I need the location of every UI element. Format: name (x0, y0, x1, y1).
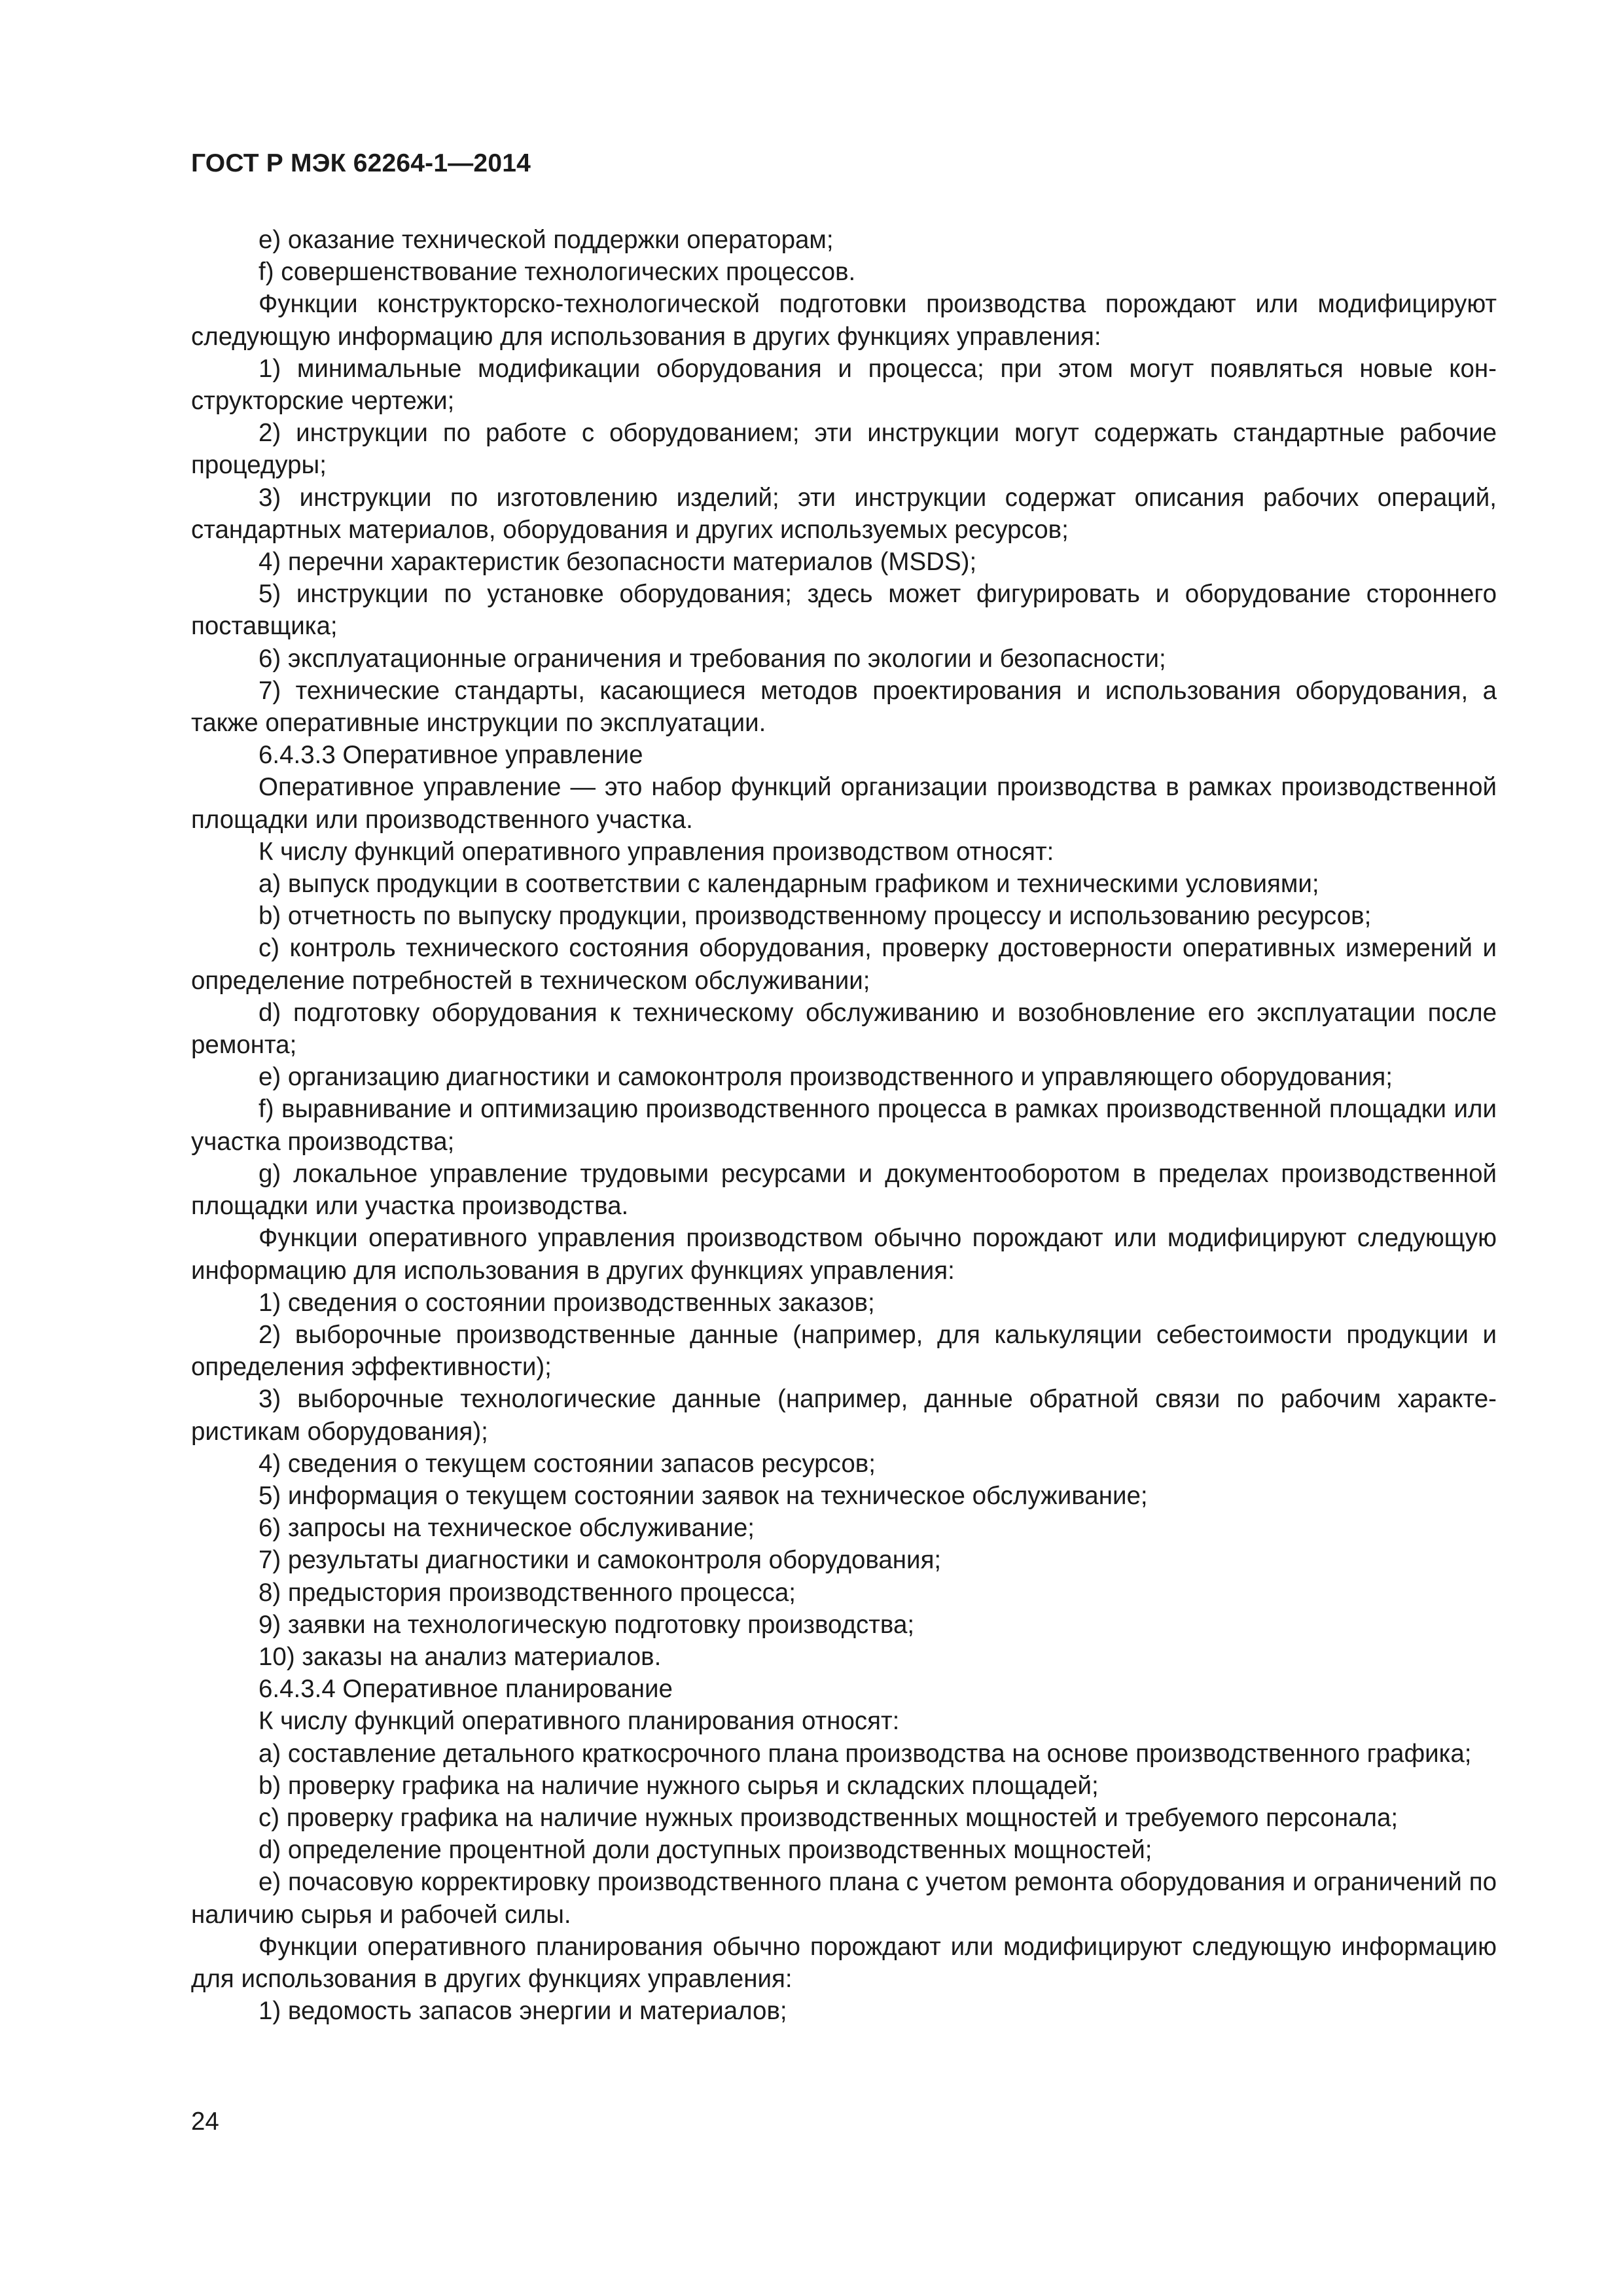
body-paragraph: c) контроль технического состояния оборудования, проверку достоверности оперативных измерений и определение потребностей в техническом обслуживании; (191, 934, 1497, 995)
body-paragraph: К числу функций оперативного управления производством относят: (259, 837, 1054, 866)
body-paragraph: 1) минимальные модификации оборудования и процесса; при этом могут появляться новые конструкторские чертежи; (191, 354, 1497, 416)
body-paragraph: 8) предыстория производственного процесса; (259, 1578, 796, 1607)
body-paragraph: 4) сведения о текущем состоянии запасов ресурсов; (259, 1449, 876, 1478)
body-paragraph: 6.4.3.3 Оперативное управление (259, 741, 643, 770)
body-paragraph: 6) запросы на техническое обслуживание; (259, 1514, 755, 1543)
body-paragraph: e) оказание технической поддержки операторам; (259, 226, 834, 254)
body-paragraph: c) проверку графика на наличие нужных производственных мощностей и требуемого персонала; (259, 1803, 1399, 1832)
body-paragraph: 2) инструкции по работе с оборудованием; эти инструкции могут содержать стандартные рабочие процедуры; (191, 419, 1497, 480)
body-paragraph: Функции оперативного управления производством обычно порождают или модифицируют следующую информацию для использования в других функциях управления: (191, 1224, 1497, 1285)
body-paragraph: 7) технические стандарты, касающиеся методов проектирования и использования оборудования, а также оперативные инструкции по эксплуатации. (191, 676, 1497, 738)
body-paragraph: 1) сведения о состоянии производственных заказов; (259, 1288, 875, 1317)
body-paragraph: Функции конструкторско-технологической подготовки производства порождают или модифицируют следующую информацию для использования в других функциях управления: (191, 290, 1497, 351)
document-body (191, 224, 1497, 2027)
body-paragraph: 6) эксплуатационные ограничения и требования по экологии и безопасности; (259, 644, 1166, 673)
body-paragraph: 3) инструкции по изготовлению изделий; эти инструкции содержат описания рабочих операций, стандартных материалов, оборудования и других используемых ресурсов; (191, 483, 1497, 544)
body-paragraph: 2) выборочные производственные данные (например, для калькуляции себестоимости продукции и определения эффективности); (191, 1320, 1497, 1382)
page-number: 24 (191, 2108, 219, 2136)
body-paragraph: 4) перечни характеристик безопасности материалов (MSDS); (259, 548, 977, 577)
document-header: ГОСТ Р МЭК 62264-1—2014 (191, 149, 531, 177)
body-paragraph: d) подготовку оборудования к техническому обслуживанию и возобновление его эксплуатации после ремонта; (191, 998, 1497, 1060)
body-paragraph: 1) ведомость запасов энергии и материалов; (259, 1997, 787, 2026)
body-paragraph: 9) заявки на технологическую подготовку производства; (259, 1610, 915, 1639)
body-paragraph: a) выпуск продукции в соответствии с календарным графиком и техническими условиями; (259, 870, 1319, 899)
body-paragraph: 5) инструкции по установке оборудования; здесь может фигурировать и оборудование стороннего поставщика; (191, 580, 1497, 641)
body-paragraph: Функции оперативного планирования обычно порождают или модифицируют следующую информацию для использования в других функциях управления: (191, 1932, 1497, 1993)
body-paragraph: К числу функций оперативного планирования относят: (259, 1707, 900, 1736)
body-paragraph: f) выравнивание и оптимизацию производственного процесса в рамках производственной площадки или участка производства; (191, 1095, 1497, 1156)
body-paragraph: 3) выборочные технологические данные (например, данные обратной связи по рабочим характеристикам оборудования); (191, 1385, 1497, 1446)
body-paragraph: 10) заказы на анализ материалов. (259, 1642, 662, 1671)
body-paragraph: f) совершенствование технологических процессов. (259, 258, 856, 287)
body-paragraph: a) составление детального краткосрочного плана производства на основе производственного графика; (259, 1739, 1472, 1768)
body-paragraph: b) проверку графика на наличие нужного сырья и складских площадей; (259, 1771, 1099, 1800)
body-paragraph: e) организацию диагностики и самоконтроля производственного и управляющего оборудования; (259, 1063, 1393, 1092)
body-paragraph: 7) результаты диагностики и самоконтроля оборудования; (259, 1546, 942, 1575)
body-paragraph: e) почасовую корректировку производственного плана с учетом ремонта оборудования и ограничений по наличию сырья и рабочей силы. (191, 1868, 1497, 1929)
body-paragraph: Оперативное управление — это набор функций организации производства в рамках производственной площадки или производственного участка. (191, 773, 1497, 834)
body-paragraph: d) определение процентной доли доступных производственных мощностей; (259, 1836, 1152, 1865)
body-paragraph: g) локальное управление трудовыми ресурсами и документооборотом в пределах производственной площадки или участка производства. (191, 1159, 1497, 1221)
body-paragraph: b) отчетность по выпуску продукции, производственному процессу и использованию ресурсов; (259, 902, 1372, 931)
body-paragraph: 6.4.3.4 Оперативное планирование (259, 1675, 673, 1704)
body-paragraph: 5) информация о текущем состоянии заявок на техническое обслуживание; (259, 1481, 1148, 1510)
